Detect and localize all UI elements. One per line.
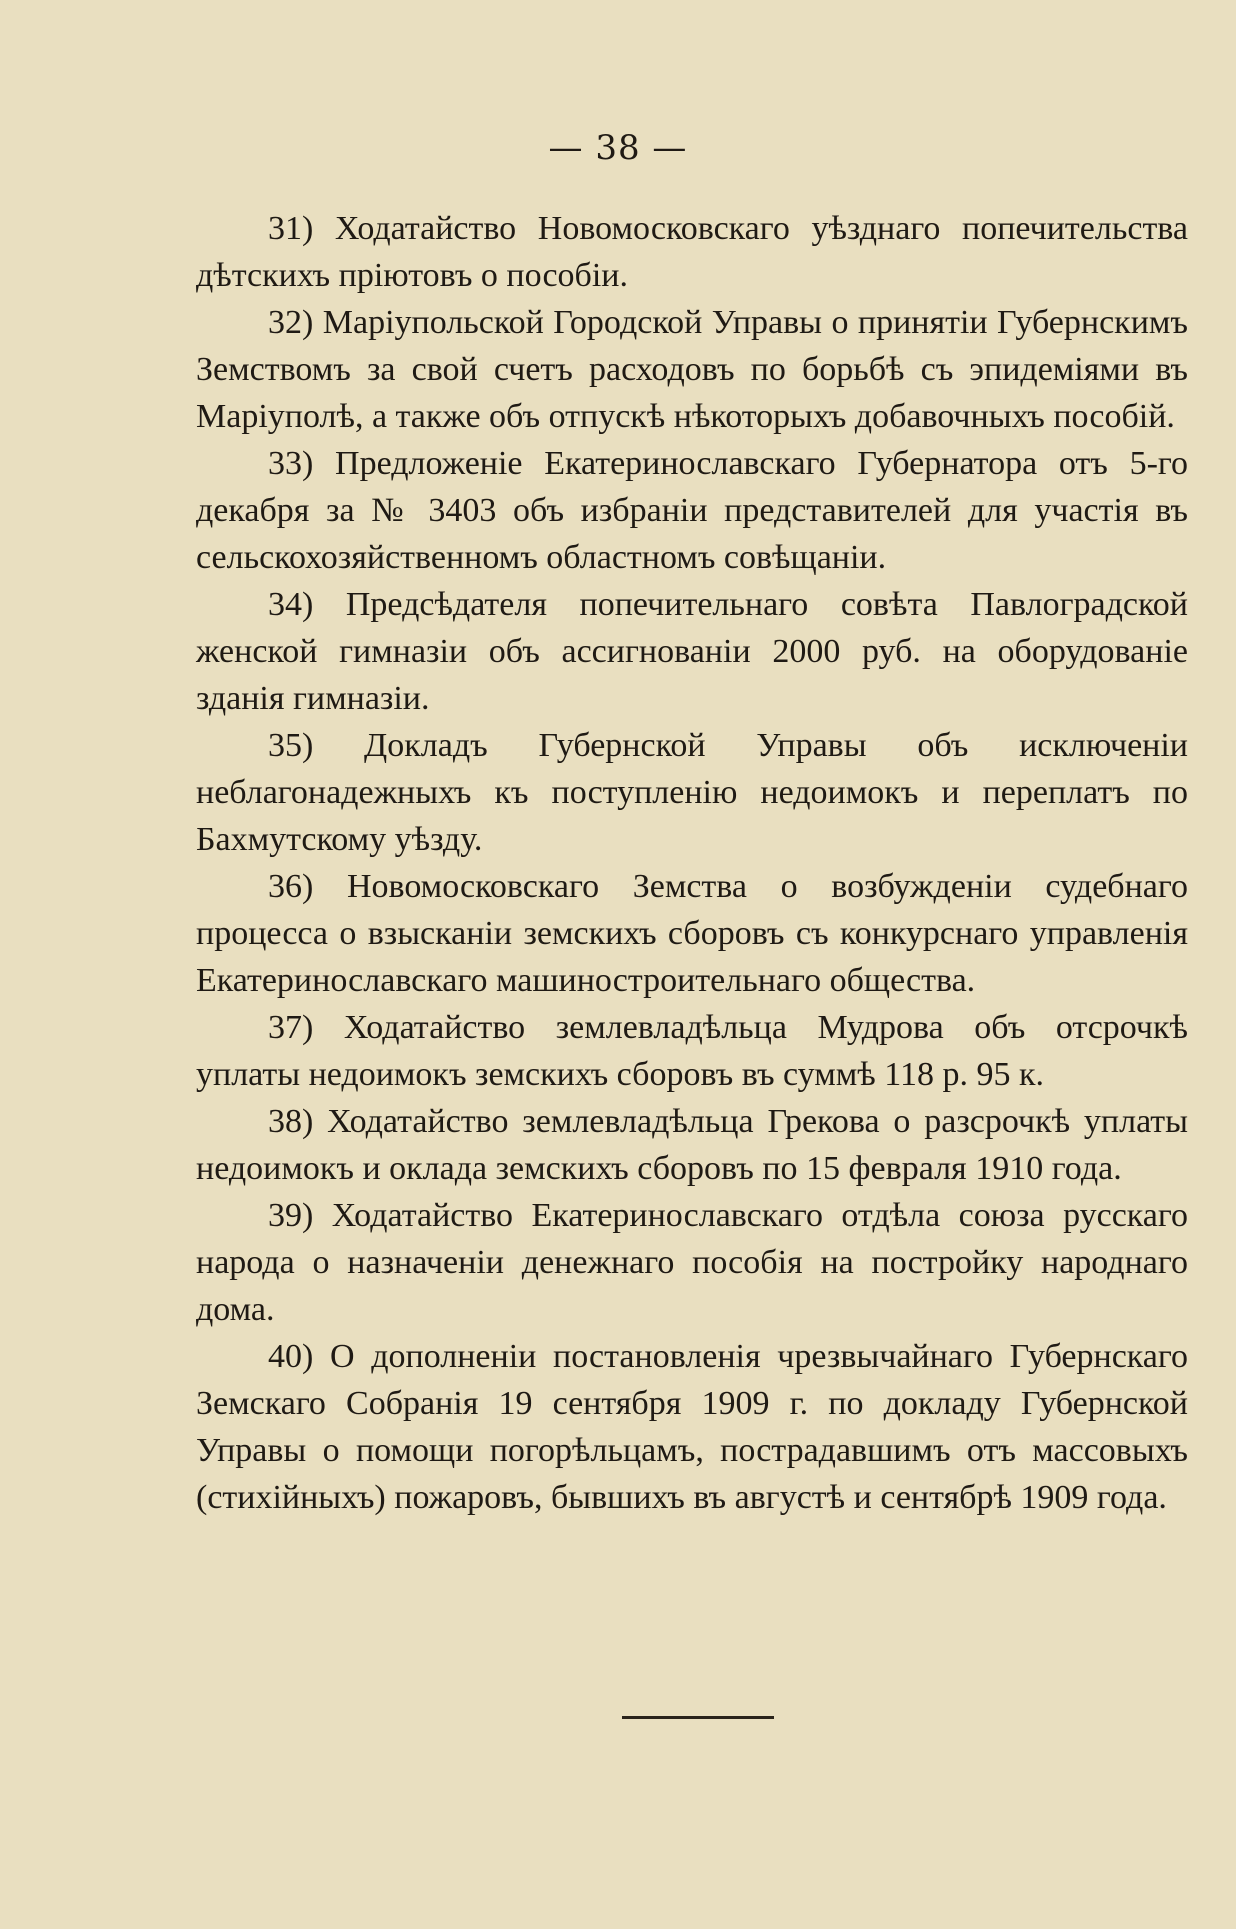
agenda-item-39: 39) Ходатайство Екатеринославскаго отдѣла союза русскаго народа о назначеніи денежнаго пособія на постройку народнаго дома.	[196, 1197, 1188, 1328]
section-end-rule	[622, 1716, 774, 1719]
agenda-list	[196, 205, 1188, 1521]
page-number: — 38 —	[548, 128, 688, 168]
agenda-item-32: 32) Маріупольской Городской Управы о принятіи Губернскимъ Земствомъ за свой счетъ расходовъ по борьбѣ съ эпидеміями въ Маріуполѣ, а также объ отпускѣ нѣкоторыхъ добавочныхъ пособій.	[196, 304, 1188, 435]
agenda-item-31: 31) Ходатайство Новомосковскаго уѣзднаго попечительства дѣтскихъ пріютовъ о пособіи.	[196, 210, 1188, 294]
agenda-item-34: 34) Предсѣдателя попечительнаго совѣта Павлоградской женской гимназіи объ ассигнованіи 2000 руб. на оборудованіе зданія гимназіи.	[196, 586, 1188, 717]
agenda-item-35: 35) Докладъ Губернской Управы объ исключеніи неблагонадежныхъ къ поступленію недоимокъ и переплатъ по Бахмутскому уѣзду.	[196, 727, 1188, 858]
agenda-item-40: 40) О дополненіи постановленія чрезвычайнаго Губернскаго Земскаго Собранія 19 сентября 1909 г. по докладу Губернской Управы о помощи погорѣльцамъ, пострадавшимъ отъ массовыхъ (стихійныхъ) пожаровъ, бывшихъ въ августѣ и сентябрѣ 1909 года.	[196, 1338, 1188, 1516]
agenda-item-37: 37) Ходатайство землевладѣльца Мудрова объ отсрочкѣ уплаты недоимокъ земскихъ сборовъ въ суммѣ 118 р. 95 к.	[196, 1009, 1188, 1093]
agenda-item-33: 33) Предложеніе Екатеринославскаго Губернатора отъ 5-го декабря за № 3403 объ избраніи представителей для участія въ сельскохозяйственномъ областномъ совѣщаніи.	[196, 445, 1188, 576]
agenda-item-38: 38) Ходатайство землевладѣльца Грекова о разсрочкѣ уплаты недоимокъ и оклада земскихъ сборовъ по 15 февраля 1910 года.	[196, 1103, 1188, 1187]
agenda-item-36: 36) Новомосковскаго Земства о возбужденіи судебнаго процесса о взысканіи земскихъ сборовъ съ конкурснаго управленія Екатеринославскаго машиностроительнаго общества.	[196, 868, 1188, 999]
